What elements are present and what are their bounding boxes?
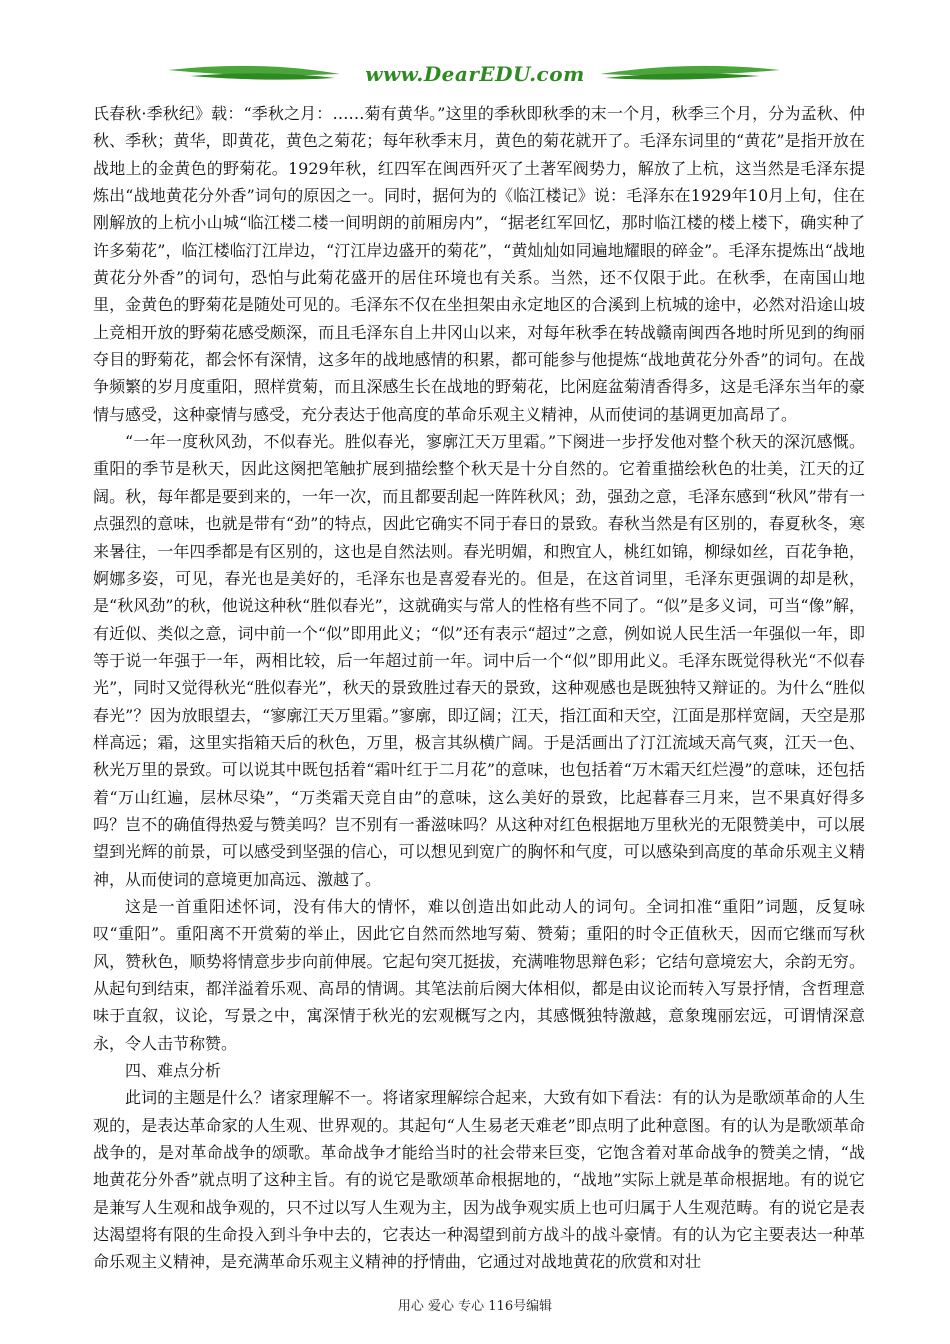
paragraph-4: 此词的主题是什么？诸家理解不一。将诸家理解综合起来，大致有如下看法：有的认为是歌颂革命的人生观的，是表达革命家的人生观、世界观的。其起句“人生易老天难老”即点明了此种意图。有的认为是歌颂革命战争的，是对革命战争的颂歌。革命战争才能给当时的社会带来巨变，它饱含着对革命战争的赞美之情，“战地黄花分外香”就点明了这种主旨。有的说它是歌颂革命根据地的，“战地”实际上就是革命根据地。有的说它是兼写人生观和战争观的，只不过以写人生观为主，因为战争观实质上也可归属于人生观范畴。有的说它是表达渴望将有限的生命投入到斗争中去的，它表达一种渴望到前方战斗的战斗豪情。有的认为它主要表达一种革命乐观主义精神，是充满革命乐观主义精神的抒情曲，它通过对战地黄花的欣赏和对壮 bbox=[93, 1088, 865, 1272]
paragraph-3: 这是一首重阳述怀词，没有伟大的情怀，难以创造出如此动人的词句。全词扣准“重阳”词题，反复咏叹“重阳”。重阳离不开赏菊的举止，因此它自然而然地写菊、赞菊；重阳的时令正值秋天，因而它继而写秋风，赞秋色，顺势将情意步步向前伸展。它起句突兀挺拔，充满唯物思辩色彩；它结句意境宏大，余韵无穷。从起句到结束，都洋溢着乐观、高昂的情调。其笔法前后阕大体相似，都是由议论而转入写景抒情，含哲理意味于直叙，议论，写景之中，寓深情于秋光的宏观概写之内，其感慨独特激越，意象瑰丽宏远，可谓情深意永，令人击节称赞。 bbox=[93, 896, 865, 1053]
site-logo-text: www.DearEDU.com bbox=[365, 62, 585, 86]
paragraph-1: 氏春秋·季秋纪》载：“季秋之月：……菊有黄华。”这里的季秋即秋季的末一个月，秋季三个月，分为孟秋、仲秋、季秋；黄华，即黄花，黄色之菊花；每年秋季末月，黄色的菊花就开了。毛泽东词里的“黄花”是指开放在战地上的金黄色的野菊花。1929年秋，红四军在闽西歼灭了土著军阀势力，解放了上杭，这当然是毛泽东提炼出“战地黄花分外香”词句的原因之一。同时，据何为的《临江楼记》说：毛泽东在1929年10月上旬，住在刚解放的上杭小山城“临江楼二楼一间明朗的前厢房内”，“据老红军回忆，那时临江楼的楼上楼下，确实种了许多菊花”，临江楼临汀江岸边，“汀江岸边盛开的菊花”，“黄灿灿如同遍地耀眼的碎金”。毛泽东提炼出“战地黄花分外香”的词句，恐怕与此菊花盛开的居住环境也有关系。当然，还不仅限于此。在秋季，在南国山地里，金黄色的野菊花是随处可见的。毛泽东不仅在坐担架由永定地区的合溪到上杭城的途中，必然对沿途山坡上竞相开放的野菊花感受颇深，而且毛泽东自上井冈山以来，对每年秋季在转战赣南闽西各地时所见到的绚丽夺目的野菊花，都会怀有深情，这多年的战地感情的积累，都可能参与他提炼“战地黄花分外香”的词句。在战争频繁的岁月度重阳，照样赏菊，而且深感生长在战地的野菊花，比闲庭盆菊清香得多，这是毛泽东当年的豪情与感受，这种豪情与感受，充分表达于他高度的革命乐观主义精神，从而使词的基调更加高昂了。 bbox=[93, 104, 865, 424]
site-header bbox=[0, 60, 950, 100]
page-footer: 用心 爱心 专心 116号编辑 bbox=[397, 1299, 553, 1314]
paragraph-2: “一年一度秋风劲，不似春光。胜似春光，寥廓江天万里霜。”下阕进一步抒发他对整个秋天的深沉感慨。重阳的季节是秋天，因此这阕把笔触扩展到描绘整个秋天是十分自然的。它着重描绘秋色的壮美，江天的辽阔。秋，每年都是要到来的，一年一次，而且都要刮起一阵阵秋风；劲，强劲之意，毛泽东感到“秋风”带有一点强烈的意味，也就是带有“劲”的特点，因此它确实不同于春日的景致。春秋当然是有区别的，春夏秋冬，寒来暑往，一年四季都是有区别的，这也是自然法则。春光明媚，和煦宜人，桃红如锦，柳绿如丝，百花争艳，婀娜多姿，可见，春光也是美好的，毛泽东也是喜爱春光的。但是，在这首词里，毛泽东更强调的却是秋，是“秋风劲”的秋，他说这种秋“胜似春光”，这就确实与常人的性格有些不同了。“似”是多义词，可当“像”解，有近似、类似之意，词中前一个“似”即用此义；“似”还有表示“超过”之意，例如说人民生活一年强似一年，即等于说一年强于一年，两相比较，后一年超过前一年。词中后一个“似”即用此义。毛泽东既觉得秋光“不似春光”，同时又觉得秋光“胜似春光”，秋天的景致胜过春天的景致，这种观感也是既独特又辩证的。为什么“胜似春光”？因为放眼望去，“寥廓江天万里霜。”寥廓，即辽阔；江天，指江面和天空，江面是那样宽阔，天空是那样高远；霜，这里实指箱天后的秋色，万里，极言其纵横广阔。于是活画出了汀江流域天高气爽，江天一色、秋光万里的景致。可以说其中既包括着“霜叶红于二月花”的意味，也包括着“万木霜天红烂漫”的意味，还包括着“万山红遍，层林尽染”，“万类霜天竞自由”的意味，这么美好的景致，比起暮春三月来，岂不果真好得多吗？岂不的确值得热爱与赞美吗？岂不别有一番滋味吗？从这种对红色根据地万里秋光的无限赞美中，可以展望到光辉的前景，可以感受到坚强的信心，可以想见到宽广的胸怀和气度，可以感染到高度的革命乐观主义精神，从而使词的意境更加高远、激越了。 bbox=[93, 432, 865, 889]
section-heading: 四、难点分析 bbox=[125, 1061, 222, 1081]
document-body bbox=[93, 100, 865, 1276]
